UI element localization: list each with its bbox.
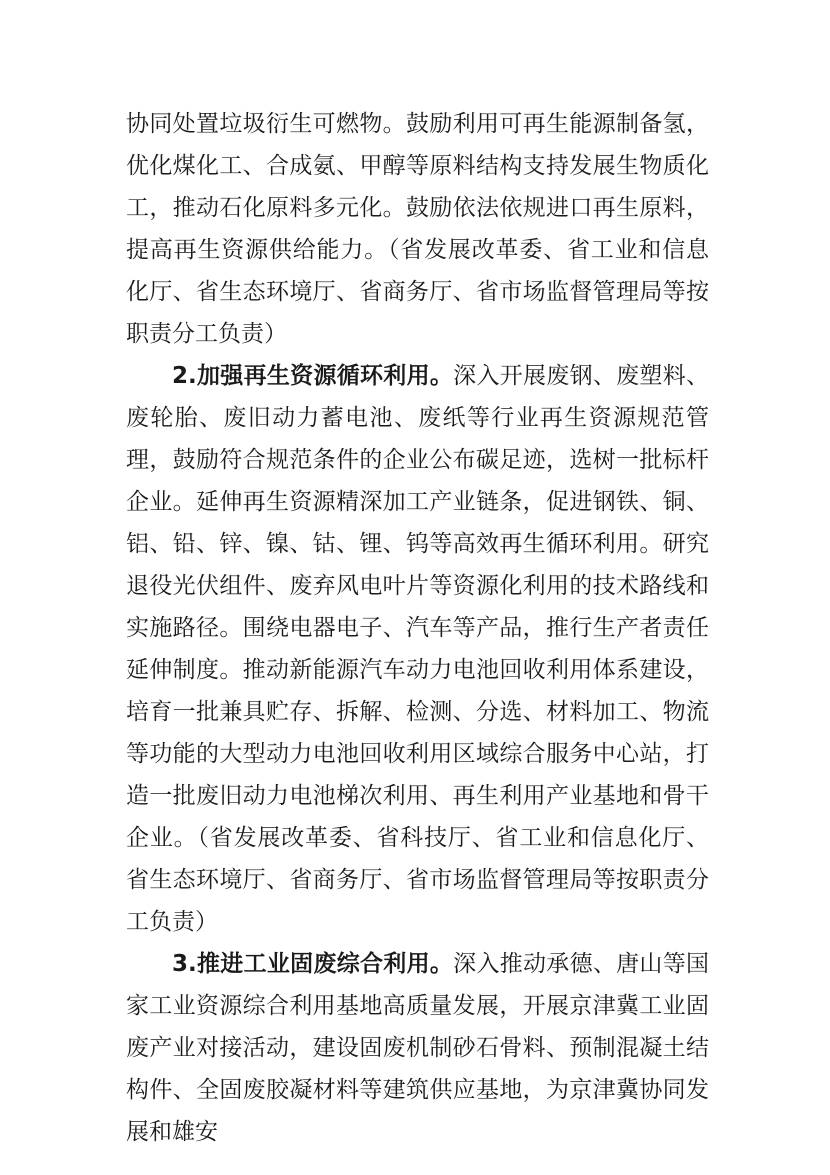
paragraph-1-text: 协同处置垃圾衍生可燃物。鼓励利用可再生能源制备氢，优化煤化工、合成氨、甲醇等原料结构支持发展生物质化工，推动石化原料多元化。鼓励依法依规进口再生原料，提高再生资源供给能力。（省发展改革委、省工业和信息化厅、省生态环境厅、省商务厅、省市场监督管理局等按职责分工负责）	[126, 111, 709, 347]
document-body	[126, 103, 709, 1153]
paragraph-3-heading: 3.推进工业固废综合利用。	[172, 951, 454, 977]
paragraph-2	[126, 355, 709, 943]
paragraph-1	[126, 103, 709, 355]
paragraph-2-text: 深入开展废钢、废塑料、废轮胎、废旧动力蓄电池、废纸等行业再生资源规范管理，鼓励符合规范条件的企业公布碳足迹，选树一批标杆企业。延伸再生资源精深加工产业链条，促进钢铁、铜、铝、铅、锌、镍、钴、锂、钨等高效再生循环利用。研究退役光伏组件、废弃风电叶片等资源化利用的技术路线和实施路径。围绕电器电子、汽车等产品，推行生产者责任延伸制度。推动新能源汽车动力电池回收利用体系建设，培育一批兼具贮存、拆解、检测、分选、材料加工、物流等功能的大型动力电池回收利用区域综合服务中心站，打造一批废旧动力电池梯次利用、再生利用产业基地和骨干企业。（省发展改革委、省科技厅、省工业和信息化厅、省生态环境厅、省商务厅、省市场监督管理局等按职责分工负责）	[126, 363, 709, 935]
paragraph-3-text: 深入推动承德、唐山等国家工业资源综合利用基地高质量发展，开展京津冀工业固废产业对接活动，建设固废机制砂石骨料、预制混凝土结构件、全固废胶凝材料等建筑供应基地，为京津冀协同发展和雄安	[126, 951, 709, 1145]
paragraph-3	[126, 943, 709, 1153]
paragraph-2-heading: 2.加强再生资源循环利用。	[172, 363, 454, 389]
